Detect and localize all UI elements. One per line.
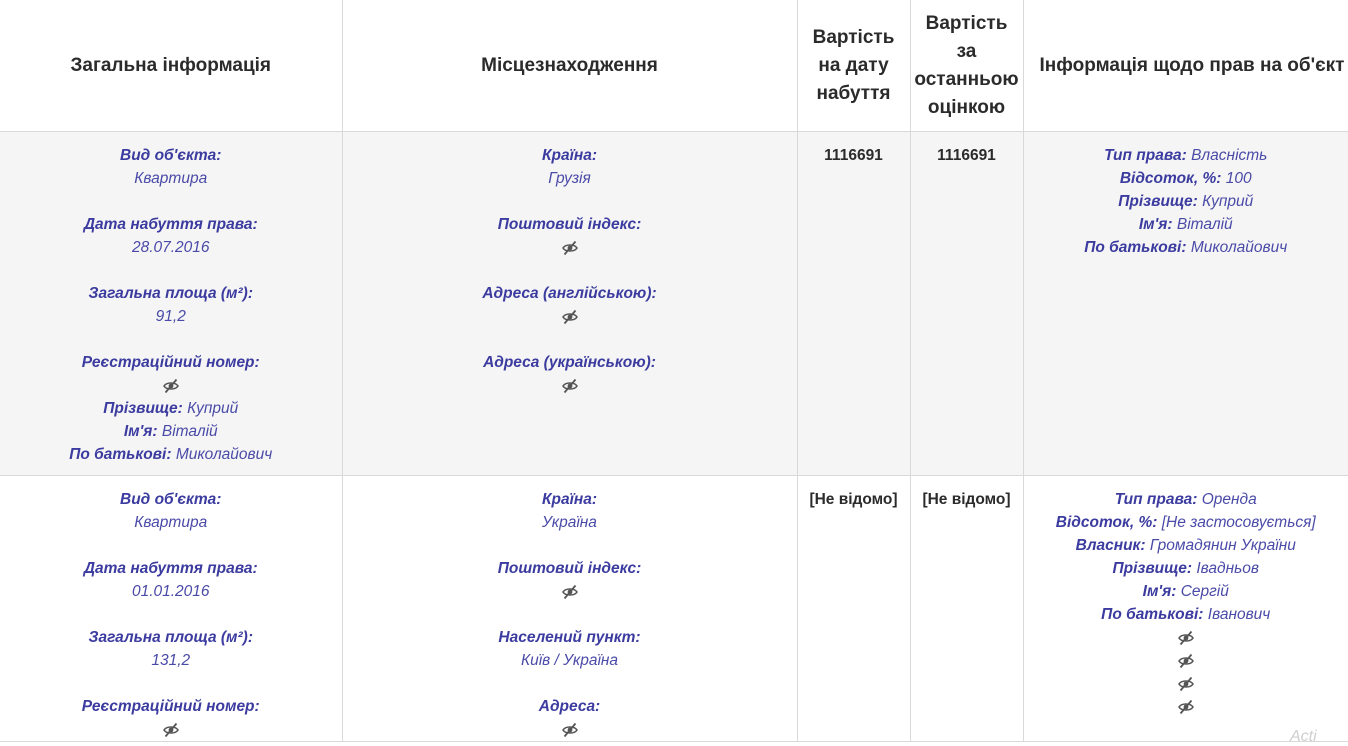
right-type-value: Оренда: [1201, 491, 1257, 508]
name-value: Сергій: [1180, 583, 1229, 600]
hidden-eye-icon: [1026, 649, 1347, 672]
right-type-label: Тип права:: [1104, 147, 1187, 164]
right-type-value: Власність: [1191, 147, 1268, 164]
header-cost-last-line: оцінкою: [927, 96, 1006, 118]
hidden-eye-icon: [2, 718, 340, 741]
cost-last-valuation-cell: [910, 132, 1023, 476]
header-cost-acquisition-line: Вартість: [812, 26, 895, 48]
owner-value: Громадянин України: [1149, 537, 1296, 554]
cost-acquisition-cell: [797, 476, 910, 742]
surname-label: Прізвище:: [103, 400, 183, 417]
location-cell: [342, 476, 797, 742]
owner-label: Власник:: [1075, 537, 1146, 554]
hidden-eye-icon: [1026, 672, 1347, 695]
acquisition-date-label: Дата набуття права:: [83, 216, 258, 233]
header-cost-acquisition-line: на дату: [818, 54, 889, 76]
table-row: [0, 132, 1348, 476]
surname-value: Івадньов: [1196, 560, 1259, 577]
country-label: Країна:: [541, 491, 598, 508]
hidden-eye-icon: [345, 236, 795, 259]
general-info-cell: [0, 132, 342, 476]
name-label: Ім'я:: [1138, 216, 1173, 233]
name-label: Ім'я:: [1142, 583, 1177, 600]
percent-value: 100: [1225, 170, 1252, 187]
surname-label: Прізвище:: [1112, 560, 1193, 577]
address-en-label: Адреса (англійською):: [482, 285, 657, 302]
percent-label: Відсоток, %:: [1119, 170, 1222, 187]
area-label: Загальна площа (м²):: [88, 629, 253, 646]
hidden-eye-icon: [345, 580, 795, 603]
header-cost-acquisition: [797, 0, 910, 132]
patronymic-label: По батькові:: [1084, 239, 1187, 256]
header-location: Місцезнаходження: [342, 0, 797, 132]
acquisition-date-value: 01.01.2016: [131, 583, 210, 600]
rights-cell: [1023, 132, 1348, 476]
patronymic-value: Іванович: [1207, 606, 1271, 623]
cost-last-valuation-cell: [910, 476, 1023, 742]
name-value: Віталій: [1176, 216, 1233, 233]
address-label: Адреса:: [538, 698, 601, 715]
object-type-label: Вид об'єкта:: [120, 147, 222, 164]
surname-value: Куприй: [187, 400, 239, 417]
hidden-eye-icon: [1026, 695, 1347, 718]
header-general-info: Загальна інформація: [0, 0, 342, 132]
area-label: Загальна площа (м²):: [88, 285, 253, 302]
right-type-label: Тип права:: [1114, 491, 1198, 508]
postal-code-label: Поштовий індекс:: [497, 216, 642, 233]
postal-code-label: Поштовий індекс:: [497, 560, 642, 577]
header-cost-acquisition-line: набуття: [816, 82, 891, 104]
cost-acquisition-cell: [797, 132, 910, 476]
header-cost-last-valuation: [910, 0, 1023, 132]
hidden-eye-icon: [345, 305, 795, 328]
acquisition-date-label: Дата набуття права:: [83, 560, 258, 577]
area-value: 91,2: [155, 308, 186, 325]
object-type-value: Квартира: [134, 170, 208, 187]
name-label: Ім'я:: [123, 423, 158, 440]
registration-number-label: Реєстраційний номер:: [81, 698, 260, 715]
header-cost-last-line: за: [956, 40, 977, 62]
patronymic-value: Миколайович: [175, 446, 273, 463]
cost-last-valuation-value: [Не відомо]: [922, 491, 1011, 508]
cost-acquisition-value: [Не відомо]: [809, 491, 898, 508]
surname-label: Прізвище:: [1118, 193, 1198, 210]
acquisition-date-value: 28.07.2016: [131, 239, 210, 256]
header-cost-last-line: останньою: [914, 68, 1019, 90]
location-cell: [342, 132, 797, 476]
country-label: Країна:: [541, 147, 598, 164]
header-row: [0, 0, 1348, 132]
table-row: [0, 476, 1348, 742]
object-type-label: Вид об'єкта:: [120, 491, 222, 508]
watermark-text: Acti: [1290, 728, 1317, 745]
name-value: Віталій: [161, 423, 218, 440]
hidden-eye-icon: [1026, 626, 1347, 649]
patronymic-label: По батькові:: [69, 446, 172, 463]
hidden-eye-icon: [345, 374, 795, 397]
settlement-label: Населений пункт:: [498, 629, 641, 646]
patronymic-value: Миколайович: [1190, 239, 1288, 256]
surname-value: Куприй: [1202, 193, 1254, 210]
patronymic-label: По батькові:: [1101, 606, 1204, 623]
country-value: Україна: [542, 514, 597, 531]
hidden-eye-icon: [345, 718, 795, 741]
percent-value: [Не застосовується]: [1161, 514, 1316, 531]
rights-cell: [1023, 476, 1348, 742]
object-type-value: Квартира: [134, 514, 208, 531]
header-rights-info: Інформація щодо прав на об'єкт: [1023, 0, 1348, 132]
country-value: Грузія: [548, 170, 591, 187]
percent-label: Відсоток, %:: [1055, 514, 1158, 531]
cost-acquisition-value: 1116691: [824, 147, 883, 164]
area-value: 131,2: [151, 652, 191, 669]
registration-number-label: Реєстраційний номер:: [81, 354, 260, 371]
settlement-value: Київ / Україна: [520, 652, 619, 669]
cost-last-valuation-value: 1116691: [937, 147, 996, 164]
general-info-cell: [0, 476, 342, 742]
address-ua-label: Адреса (українською):: [483, 354, 656, 371]
header-cost-last-line: Вартість: [925, 12, 1008, 34]
hidden-eye-icon: [2, 374, 340, 397]
